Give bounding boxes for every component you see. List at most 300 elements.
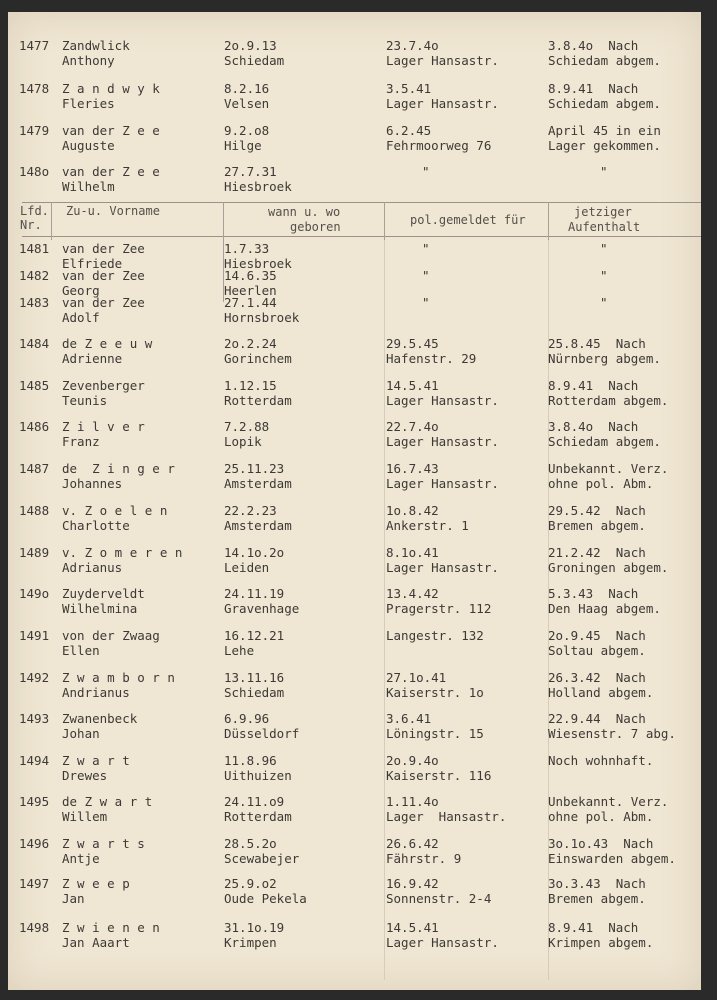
name-cell <box>62 378 222 408</box>
entry-number: 1487 <box>19 461 50 476</box>
entry-number: 1485 <box>19 378 50 393</box>
entry-number: 1495 <box>19 794 50 809</box>
residence-cell <box>548 461 698 491</box>
surname: Zuyderveldt <box>62 586 145 601</box>
residence-cell <box>548 836 698 866</box>
table-row <box>8 711 701 743</box>
surname: v. Z o m e r e n <box>62 545 183 560</box>
registration-cell <box>386 920 546 950</box>
registration-date: 23.7.4o <box>386 38 439 53</box>
entry-number: 1483 <box>19 295 50 310</box>
surname: Zandwlick <box>62 38 130 53</box>
entry-number: 1488 <box>19 503 50 518</box>
given-name: Elfriede <box>62 256 123 271</box>
birth-place: Amsterdam <box>224 518 292 533</box>
birth-date: 14.1o.2o <box>224 545 285 560</box>
residence-line-2: Holland abgem. <box>548 685 654 700</box>
registration-cell <box>386 419 546 449</box>
birth-place: Gorinchem <box>224 351 292 366</box>
name-cell <box>62 419 222 449</box>
name-cell <box>62 794 222 824</box>
registration-cell <box>386 670 546 700</box>
table-row <box>8 336 701 368</box>
table-row <box>8 123 701 155</box>
birth-cell <box>224 38 384 68</box>
birth-date: 16.12.21 <box>224 628 285 643</box>
registration-cell <box>386 336 546 366</box>
residence-cell <box>548 753 698 768</box>
table-row <box>8 38 701 70</box>
name-cell <box>62 920 222 950</box>
residence-cell <box>548 876 698 906</box>
register-page <box>8 12 701 990</box>
ditto-mark: " <box>422 241 430 256</box>
given-name: Willem <box>62 809 108 824</box>
header-top-rule <box>22 202 701 203</box>
given-name: Adrianus <box>62 560 123 575</box>
entry-number: 1478 <box>19 81 50 96</box>
birth-cell <box>224 123 384 153</box>
entry-number: 1496 <box>19 836 50 851</box>
birth-cell <box>224 461 384 491</box>
entry-number: 1498 <box>19 920 50 935</box>
entry-number: 1482 <box>19 268 50 283</box>
table-row <box>8 670 701 702</box>
birth-place: Schiedam <box>224 53 285 68</box>
name-cell <box>62 123 222 153</box>
birth-place: Rotterdam <box>224 809 292 824</box>
registration-address: Pragerstr. 112 <box>386 601 492 616</box>
birth-cell <box>224 81 384 111</box>
birth-place: Scewabejer <box>224 851 300 866</box>
given-name: Jan <box>62 891 85 906</box>
ditto-mark: " <box>600 164 608 179</box>
residence-line-2: ohne pol. Abm. <box>548 476 654 491</box>
table-row <box>8 164 701 196</box>
residence-line-2: Lager gekommen. <box>548 138 661 153</box>
birth-date: 24.11.o9 <box>224 794 285 809</box>
name-cell <box>62 241 222 271</box>
surname: Z a n d w y k <box>62 81 160 96</box>
registration-cell <box>386 164 546 179</box>
registration-address: Kaiserstr. 1o <box>386 685 484 700</box>
residence-cell <box>548 295 698 310</box>
given-name: Drewes <box>62 768 108 783</box>
registration-cell <box>386 711 546 741</box>
birth-date: 1.7.33 <box>224 241 270 256</box>
registration-address: Lager Hansastr. <box>386 434 499 449</box>
residence-cell <box>548 164 698 179</box>
ditto-mark: " <box>600 295 608 310</box>
birth-date: 8.2.16 <box>224 81 270 96</box>
residence-line-1: 3.8.4o Nach <box>548 419 639 434</box>
surname: v. Z o e l e n <box>62 503 168 518</box>
residence-line-2: Groningen abgem. <box>548 560 669 575</box>
surname: Z w a m b o r n <box>62 670 175 685</box>
birth-date: 2o.9.13 <box>224 38 277 53</box>
birth-place: Heerlen <box>224 283 277 298</box>
birth-cell <box>224 419 384 449</box>
given-name: Andrianus <box>62 685 130 700</box>
registration-date: 8.1o.41 <box>386 545 439 560</box>
header-born-line-1: wann u. wo <box>268 205 341 219</box>
residence-line-2: Wiesenstr. 7 abg. <box>548 726 676 741</box>
entry-number: 1491 <box>19 628 50 643</box>
registration-address: Lager Hansastr. <box>386 809 507 824</box>
residence-line-1: 25.8.45 Nach <box>548 336 646 351</box>
birth-date: 22.2.23 <box>224 503 277 518</box>
surname: Z w i e n e n <box>62 920 160 935</box>
surname: van der Zee <box>62 295 145 310</box>
name-cell <box>62 81 222 111</box>
surname: Zwanenbeck <box>62 711 138 726</box>
header-born-line-2: geboren <box>290 220 341 234</box>
registration-address: Langestr. 132 <box>386 628 484 643</box>
entry-number: 148o <box>19 164 50 179</box>
table-row <box>8 461 701 493</box>
given-name: Johan <box>62 726 100 741</box>
birth-place: Hornsbroek <box>224 310 300 325</box>
registration-address: Ankerstr. 1 <box>386 518 469 533</box>
registration-cell <box>386 794 546 824</box>
residence-cell <box>548 378 698 408</box>
birth-place: Amsterdam <box>224 476 292 491</box>
residence-cell <box>548 545 698 575</box>
header-nr-line-2: Nr. <box>20 218 42 232</box>
birth-date: 25.9.o2 <box>224 876 277 891</box>
surname: van der Z e e <box>62 123 160 138</box>
name-cell <box>62 461 222 491</box>
registration-date: 14.5.41 <box>386 920 439 935</box>
table-row <box>8 295 701 327</box>
given-name: Antje <box>62 851 100 866</box>
residence-line-2: Bremen abgem. <box>548 891 646 906</box>
header-registered: pol.gemeldet für <box>410 213 526 227</box>
surname: Zevenberger <box>62 378 145 393</box>
given-name: Charlotte <box>62 518 130 533</box>
residence-line-2: Schiedam abgem. <box>548 96 661 111</box>
column-divider <box>548 202 549 240</box>
given-name: Fleries <box>62 96 115 111</box>
table-row <box>8 503 701 535</box>
header-name: Zu-u. Vorname <box>66 204 160 218</box>
surname: Z i l v e r <box>62 419 145 434</box>
birth-cell <box>224 876 384 906</box>
birth-place: Hiesbroek <box>224 256 292 271</box>
residence-line-1: 2o.9.45 Nach <box>548 628 646 643</box>
residence-cell <box>548 419 698 449</box>
birth-date: 6.9.96 <box>224 711 270 726</box>
residence-line-2: Den Haag abgem. <box>548 601 661 616</box>
birth-date: 24.11.19 <box>224 586 285 601</box>
registration-address: Fährstr. 9 <box>386 851 462 866</box>
residence-line-2: Krimpen abgem. <box>548 935 654 950</box>
name-cell <box>62 545 222 575</box>
residence-line-2: Nürnberg abgem. <box>548 351 661 366</box>
residence-line-1: 3.8.4o Nach <box>548 38 639 53</box>
birth-cell <box>224 836 384 866</box>
table-row <box>8 81 701 113</box>
registration-date: 6.2.45 <box>386 123 432 138</box>
registration-date: 1o.8.42 <box>386 503 439 518</box>
table-row <box>8 753 701 785</box>
registration-cell <box>386 545 546 575</box>
registration-address: Sonnenstr. 2-4 <box>386 891 492 906</box>
name-cell <box>62 753 222 783</box>
registration-date: 2o.9.4o <box>386 753 439 768</box>
given-name: Johannes <box>62 476 123 491</box>
residence-line-2: ohne pol. Abm. <box>548 809 654 824</box>
ditto-mark: " <box>600 268 608 283</box>
registration-date: 16.9.42 <box>386 876 439 891</box>
table-row <box>8 628 701 660</box>
ditto-mark: " <box>422 295 430 310</box>
birth-date: 13.11.16 <box>224 670 285 685</box>
table-row <box>8 794 701 826</box>
residence-cell <box>548 711 698 741</box>
residence-cell <box>548 81 698 111</box>
registration-cell <box>386 38 546 68</box>
birth-date: 2o.2.24 <box>224 336 277 351</box>
entry-number: 1493 <box>19 711 50 726</box>
residence-line-1: 29.5.42 Nach <box>548 503 646 518</box>
given-name: Adolf <box>62 310 100 325</box>
residence-cell <box>548 503 698 533</box>
surname: van der Zee <box>62 268 145 283</box>
given-name: Auguste <box>62 138 115 153</box>
residence-line-2: Bremen abgem. <box>548 518 646 533</box>
birth-place: Lopik <box>224 434 262 449</box>
registration-address: Hafenstr. 29 <box>386 351 477 366</box>
birth-cell <box>224 336 384 366</box>
entry-number: 1497 <box>19 876 50 891</box>
registration-cell <box>386 461 546 491</box>
registration-cell <box>386 378 546 408</box>
registration-date: 1.11.4o <box>386 794 439 809</box>
residence-line-2: Rotterdam abgem. <box>548 393 669 408</box>
given-name: Teunis <box>62 393 108 408</box>
header-residence-line-2: Aufenthalt <box>568 220 641 234</box>
birth-cell <box>224 628 384 658</box>
surname: de Z e e u w <box>62 336 153 351</box>
header-bottom-rule <box>22 236 701 237</box>
birth-date: 25.11.23 <box>224 461 285 476</box>
birth-date: 7.2.88 <box>224 419 270 434</box>
given-name: Anthony <box>62 53 115 68</box>
birth-date: 31.1o.19 <box>224 920 285 935</box>
birth-cell <box>224 794 384 824</box>
birth-place: Krimpen <box>224 935 277 950</box>
residence-line-1: 8.9.41 Nach <box>548 378 639 393</box>
birth-date: 28.5.2o <box>224 836 277 851</box>
birth-place: Uithuizen <box>224 768 292 783</box>
surname: Z w a r t <box>62 753 130 768</box>
birth-date: 11.8.96 <box>224 753 277 768</box>
surname: de Z i n g e r <box>62 461 175 476</box>
birth-place: Hiesbroek <box>224 179 292 194</box>
given-name: Ellen <box>62 643 100 658</box>
name-cell <box>62 38 222 68</box>
registration-cell <box>386 586 546 616</box>
registration-date: 3.5.41 <box>386 81 432 96</box>
column-header <box>8 202 701 240</box>
registration-cell <box>386 628 546 643</box>
registration-address: Lager Hansastr. <box>386 96 499 111</box>
ditto-mark: " <box>422 268 430 283</box>
residence-line-1: 3o.3.43 Nach <box>548 876 646 891</box>
birth-date: 1.12.15 <box>224 378 277 393</box>
birth-place: Lehe <box>224 643 255 658</box>
birth-place: Oude Pekela <box>224 891 307 906</box>
registration-cell <box>386 503 546 533</box>
residence-line-2: Einswarden abgem. <box>548 851 676 866</box>
residence-cell <box>548 670 698 700</box>
table-row <box>8 920 701 952</box>
name-cell <box>62 876 222 906</box>
registration-cell <box>386 836 546 866</box>
name-cell <box>62 711 222 741</box>
birth-date: 14.6.35 <box>224 268 277 283</box>
residence-line-1: Noch wohnhaft. <box>548 753 654 768</box>
registration-address: Kaiserstr. 116 <box>386 768 492 783</box>
given-name: Franz <box>62 434 100 449</box>
birth-cell <box>224 241 384 271</box>
birth-place: Schiedam <box>224 685 285 700</box>
residence-line-2: Schiedam abgem. <box>548 434 661 449</box>
registration-cell <box>386 268 546 283</box>
registration-address: Lager Hansastr. <box>386 476 499 491</box>
birth-cell <box>224 711 384 741</box>
header-residence-line-1: jetziger <box>574 205 632 219</box>
column-divider <box>384 202 385 240</box>
residence-line-2: Schiedam abgem. <box>548 53 661 68</box>
registration-cell <box>386 81 546 111</box>
surname: Z w a r t s <box>62 836 145 851</box>
registration-date: 29.5.45 <box>386 336 439 351</box>
residence-line-1: 22.9.44 Nach <box>548 711 646 726</box>
registration-date: 27.1o.41 <box>386 670 447 685</box>
table-row <box>8 419 701 451</box>
birth-date: 27.7.31 <box>224 164 277 179</box>
header-nr-line-1: Lfd. <box>20 204 49 218</box>
residence-cell <box>548 794 698 824</box>
birth-place: Rotterdam <box>224 393 292 408</box>
birth-cell <box>224 586 384 616</box>
residence-cell <box>548 628 698 658</box>
entry-number: 1477 <box>19 38 50 53</box>
entry-number: 1484 <box>19 336 50 351</box>
entry-number: 1489 <box>19 545 50 560</box>
registration-date: 3.6.41 <box>386 711 432 726</box>
residence-line-1: Unbekannt. Verz. <box>548 461 669 476</box>
name-cell <box>62 836 222 866</box>
given-name: Jan Aaart <box>62 935 130 950</box>
residence-line-1: April 45 in ein <box>548 123 661 138</box>
birth-date: 27.1.44 <box>224 295 277 310</box>
surname: de Z w a r t <box>62 794 153 809</box>
registration-cell <box>386 123 546 153</box>
name-cell <box>62 628 222 658</box>
birth-place: Velsen <box>224 96 270 111</box>
birth-date: 9.2.o8 <box>224 123 270 138</box>
table-row <box>8 836 701 868</box>
entry-number: 1494 <box>19 753 50 768</box>
birth-cell <box>224 268 384 298</box>
name-cell <box>62 503 222 533</box>
birth-cell <box>224 295 384 325</box>
given-name: Wilhelm <box>62 179 115 194</box>
registration-address: Fehrmoorweg 76 <box>386 138 492 153</box>
registration-date: 14.5.41 <box>386 378 439 393</box>
registration-address: Lager Hansastr. <box>386 53 499 68</box>
residence-line-1: 5.3.43 Nach <box>548 586 639 601</box>
registration-date: 22.7.4o <box>386 419 439 434</box>
birth-cell <box>224 164 384 194</box>
registration-date: 16.7.43 <box>386 461 439 476</box>
given-name: Wilhelmina <box>62 601 138 616</box>
ditto-mark: " <box>600 241 608 256</box>
registration-cell <box>386 241 546 256</box>
birth-place: Hilge <box>224 138 262 153</box>
name-cell <box>62 336 222 366</box>
surname: Z w e e p <box>62 876 130 891</box>
given-name: Georg <box>62 283 100 298</box>
table-row <box>8 378 701 410</box>
birth-place: Düsseldorf <box>224 726 300 741</box>
registration-address: Lager Hansastr. <box>386 560 499 575</box>
column-divider <box>51 202 52 240</box>
registration-cell <box>386 753 546 783</box>
residence-line-2: Soltau abgem. <box>548 643 646 658</box>
registration-address: Löningstr. 15 <box>386 726 484 741</box>
residence-line-1: 26.3.42 Nach <box>548 670 646 685</box>
residence-cell <box>548 586 698 616</box>
residence-cell <box>548 268 698 283</box>
residence-cell <box>548 336 698 366</box>
surname: von der Zwaag <box>62 628 160 643</box>
birth-cell <box>224 920 384 950</box>
entry-number: 1486 <box>19 419 50 434</box>
ditto-mark: " <box>422 164 430 179</box>
birth-cell <box>224 545 384 575</box>
registration-date: 13.4.42 <box>386 586 439 601</box>
registration-cell <box>386 876 546 906</box>
residence-cell <box>548 241 698 256</box>
birth-place: Gravenhage <box>224 601 300 616</box>
residence-line-1: 21.2.42 Nach <box>548 545 646 560</box>
entry-number: 1479 <box>19 123 50 138</box>
entry-number: 1481 <box>19 241 50 256</box>
birth-cell <box>224 753 384 783</box>
registration-address: Lager Hansastr. <box>386 393 499 408</box>
residence-cell <box>548 38 698 68</box>
registration-cell <box>386 295 546 310</box>
registration-date: 26.6.42 <box>386 836 439 851</box>
name-cell <box>62 295 222 325</box>
birth-cell <box>224 503 384 533</box>
name-cell <box>62 586 222 616</box>
surname: van der Z e e <box>62 164 160 179</box>
residence-cell <box>548 920 698 950</box>
residence-line-1: 3o.1o.43 Nach <box>548 836 654 851</box>
residence-cell <box>548 123 698 153</box>
birth-place: Leiden <box>224 560 270 575</box>
table-row <box>8 876 701 908</box>
residence-line-1: Unbekannt. Verz. <box>548 794 669 809</box>
given-name: Adrienne <box>62 351 123 366</box>
entry-number: 1492 <box>19 670 50 685</box>
entry-number: 149o <box>19 586 50 601</box>
